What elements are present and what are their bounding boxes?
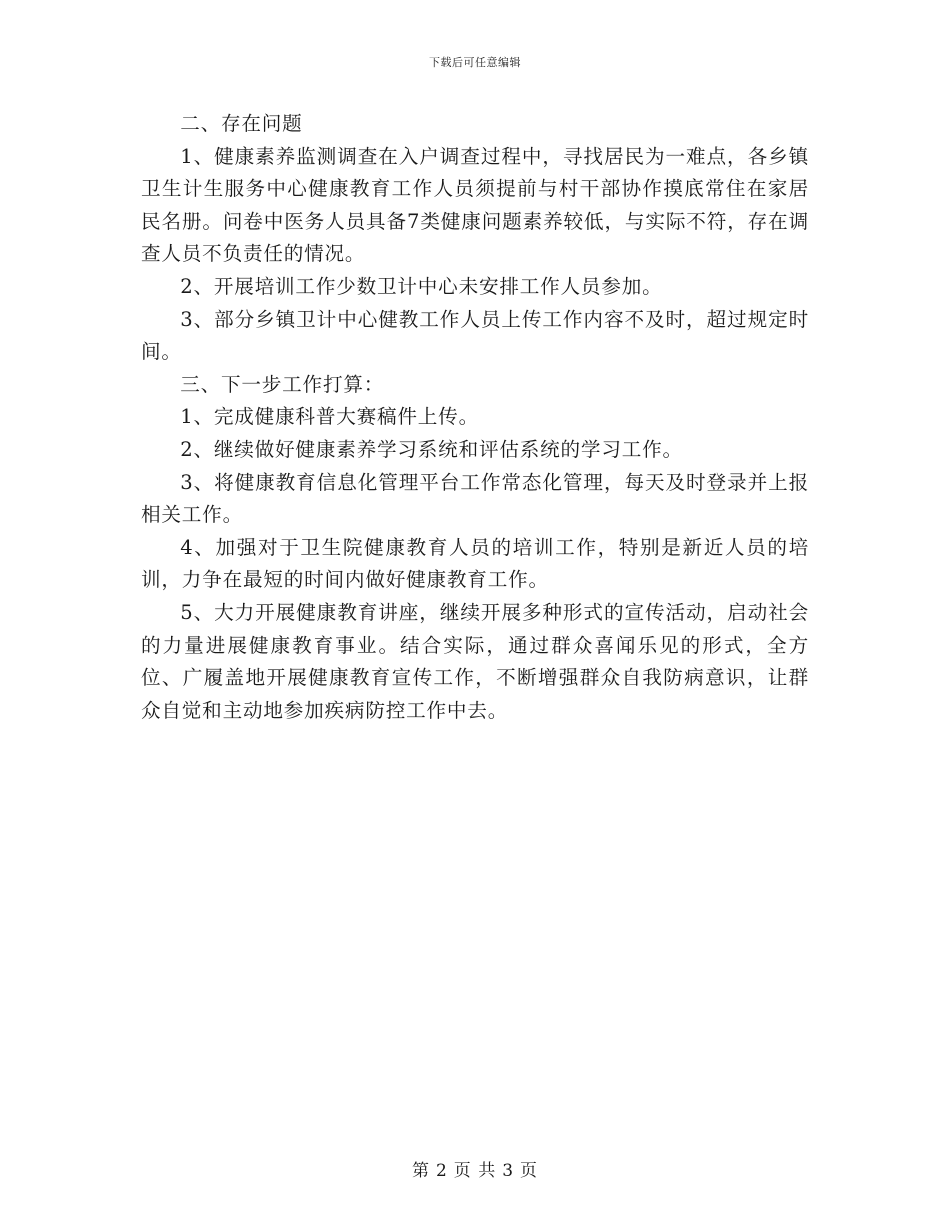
total-pages-number: 3 (502, 1161, 515, 1181)
problem-item-2: 2、开展培训工作少数卫计中心未安排工作人员参加。 (180, 274, 663, 298)
plan-item-2: 2、继续做好健康素养学习系统和评估系统的学习工作。 (180, 437, 683, 461)
problem-item-1: 1、健康素养监测调查在入户调查过程中，寻找居民为一难点，各乡镇卫生计生服务中心健康教育工作人员须提前与村干部协作摸底常住在家居民名册。问卷中医务人员具备7类健康问题素养较低，与实际不符，存在调查人员不负责任的情况。 (141, 144, 809, 266)
page-label-prefix: 第 (411, 1161, 430, 1181)
plan-item-1: 1、完成健康科普大赛稿件上传。 (180, 405, 479, 429)
plan-item-3: 3、将健康教育信息化管理平台工作常态化管理，每天及时登录并上报相关工作。 (141, 470, 809, 527)
page-header-note: 下载后可任意编辑 (429, 56, 521, 69)
section-heading-next-steps: 三、下一步工作打算： (180, 372, 385, 396)
page-label-mid: 页 共 (453, 1161, 497, 1181)
plan-item-4: 4、加强对于卫生院健康教育人员的培训工作，特别是新近人员的培训，力争在最短的时间内做好健康教育工作。 (141, 535, 809, 592)
document-body (141, 108, 809, 727)
current-page-number: 2 (435, 1161, 448, 1181)
page-number-footer (0, 1156, 950, 1181)
section-heading-problems: 二、存在问题 (180, 112, 303, 135)
page-label-suffix: 页 (520, 1161, 539, 1181)
plan-item-5: 5、大力开展健康教育讲座，继续开展多种形式的宣传活动，启动社会的力量进展健康教育事业。结合实际，通过群众喜闻乐见的形式，全方位、广履盖地开展健康教育宣传工作，不断增强群众自我防病意识，让群众自觉和主动地参加疾病防控工作中去。 (141, 600, 809, 722)
problem-item-3: 3、部分乡镇卫计中心健教工作人员上传工作内容不及时，超过规定时间。 (141, 307, 809, 364)
